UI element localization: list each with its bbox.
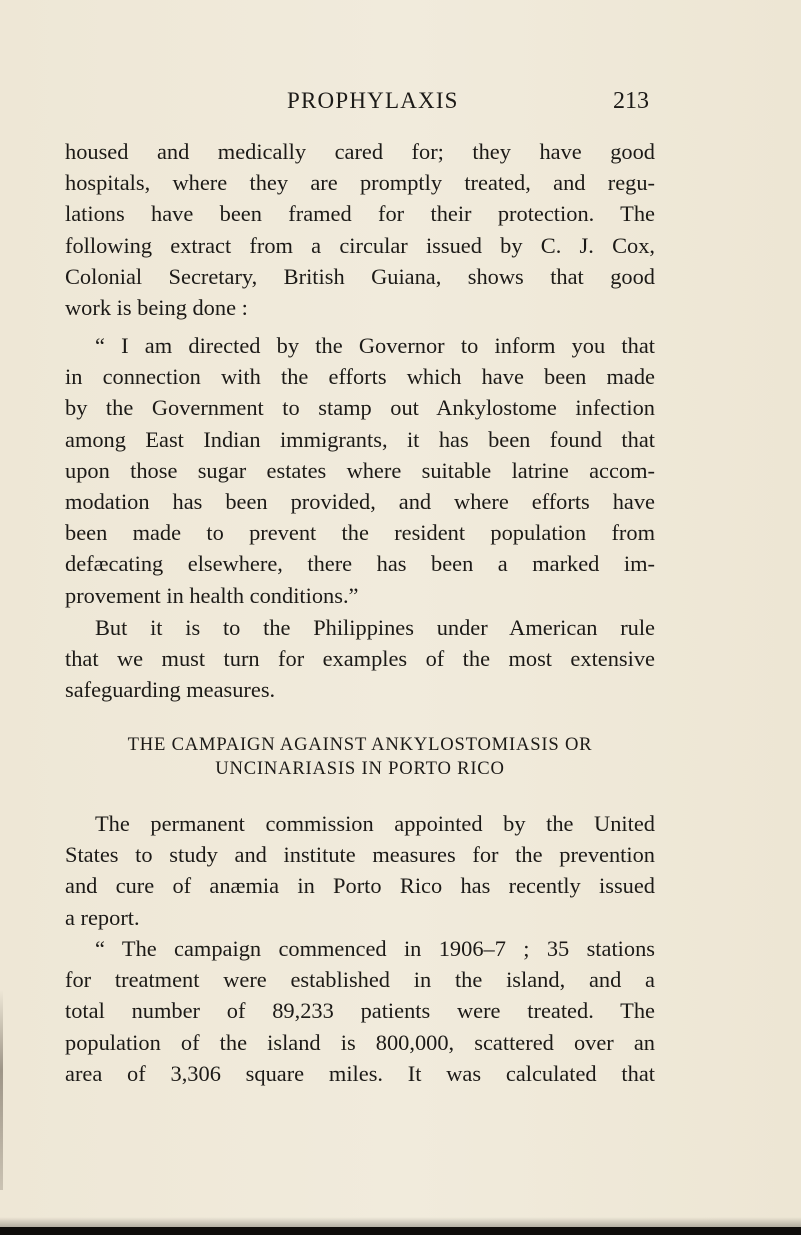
text-line: among East Indian immigrants, it has been found that [65,426,655,452]
page-edge-shadow [0,1217,801,1227]
page-bottom-edge [0,1227,801,1235]
text-line: in connection with the efforts which have been made [65,364,655,390]
text-line: housed and medically cared for; they have good [65,139,655,164]
paragraph-3 [65,808,655,933]
paragraph-1 [65,136,655,323]
text-line: that we must turn for examples of the most extensive [65,646,655,672]
text-line: safeguarding measures. [65,677,276,703]
binding-shadow [0,990,3,1190]
paragraph-4 [65,933,655,1089]
running-title: PROPHYLAXIS [287,88,459,113]
running-head [0,88,801,128]
text-line: The permanent commission appointed by the United [95,811,655,836]
text-line: “ The campaign commenced in 1906–7 ; 35 stations [95,936,655,961]
text-line: a report. [65,904,140,930]
text-line: hospitals, where they are promptly treated, and regu- [65,170,655,196]
text-line: by the Government to stamp out Ankylostome infection [65,395,655,421]
text-line: Colonial Secretary, British Guiana, shows that good [65,263,655,289]
page-number: 213 [613,88,649,114]
text-line: total number of 89,233 patients were treated. The [65,998,655,1024]
text-line: for treatment were established in the island, and a [65,967,655,993]
text-line: and cure of anæmia in Porto Rico has recently issued [65,873,655,899]
quoted-circular [65,330,655,611]
section-heading [65,733,655,781]
text-line: provement in health conditions.” [65,582,359,608]
text-line: “ I am directed by the Governor to inform you that [95,333,655,358]
text-line: area of 3,306 square miles. It was calculated that [65,1060,655,1086]
heading-line: THE CAMPAIGN AGAINST ANKYLOSTOMIASIS OR [127,734,593,755]
text-line: modation has been provided, and where efforts have [65,489,655,515]
text-line: work is being done : [65,295,248,321]
text-line: been made to prevent the resident population from [65,520,655,546]
text-line: population of the island is 800,000, scattered over an [65,1029,655,1055]
text-line: But it is to the Philippines under American rule [95,615,655,640]
text-line: lations have been framed for their protection. The [65,201,655,227]
text-line: defæcating elsewhere, there has been a marked im- [65,551,655,577]
text-line: following extract from a circular issued by C. J. Cox, [65,232,655,258]
heading-line: UNCINARIASIS IN PORTO RICO [215,758,505,779]
paragraph-2 [65,612,655,706]
text-line: States to study and institute measures for the prevention [65,842,655,868]
text-line: upon those sugar estates where suitable latrine accom- [65,457,655,483]
